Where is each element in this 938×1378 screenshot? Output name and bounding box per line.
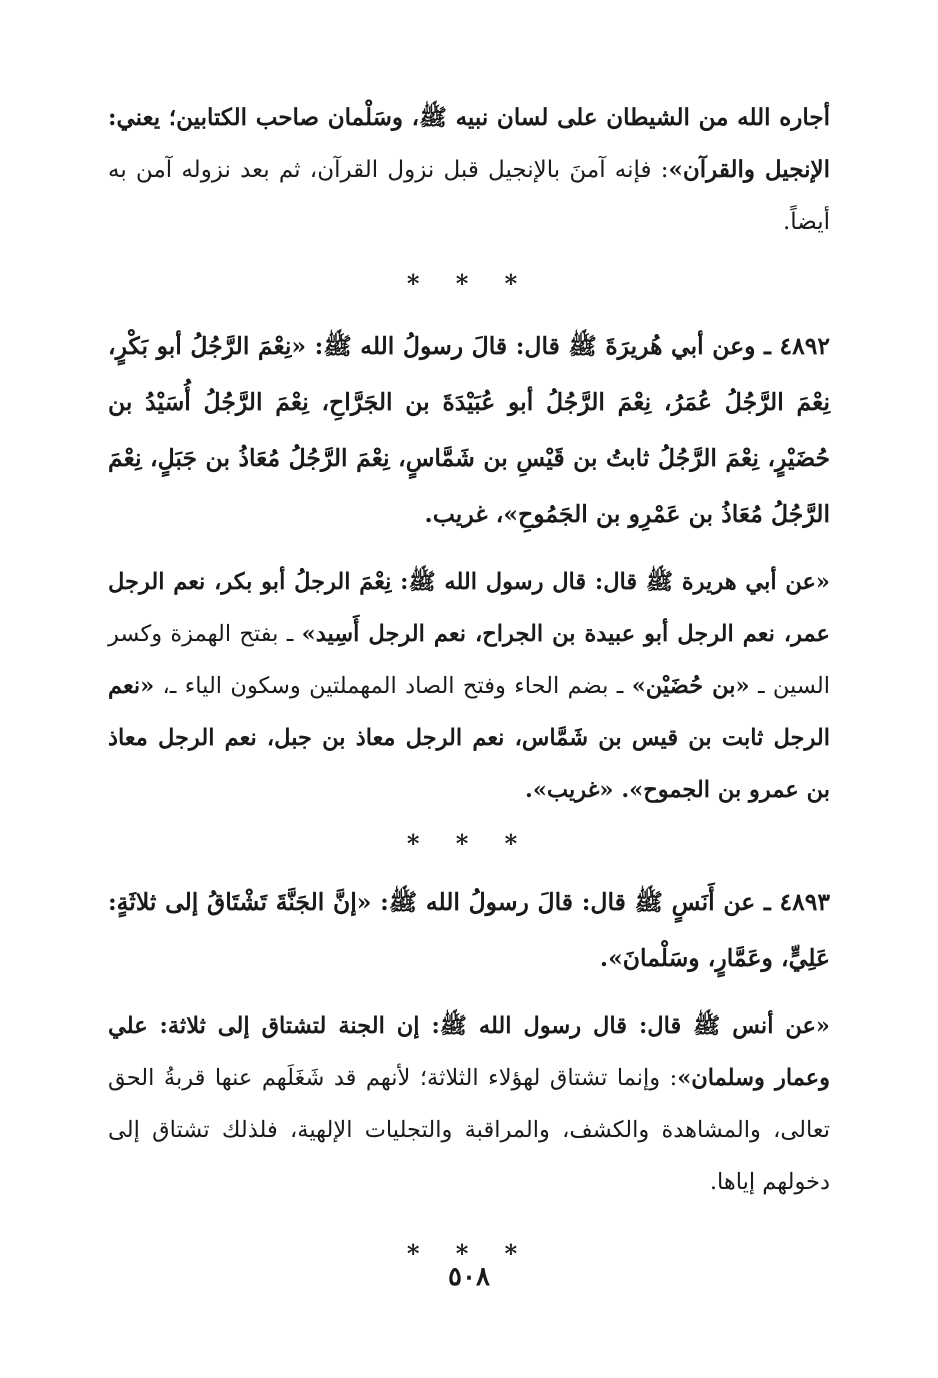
top-paragraph-explanation: : فإنه آمنَ بالإنجيل قبل نزول القرآن، ثم بعد نزوله آمن به أيضاً. <box>108 157 830 235</box>
commentary-4892-quote-2: «بن حُضَيْن» <box>631 673 750 699</box>
top-paragraph-quote: أجاره الله من الشيطان على لسان نبيه ﷺ، وسَلْمان صاحب الكتابين؛ يعني: الإنجيل والقرآن» <box>108 104 830 183</box>
commentary-4892-note-1: ـ بفتح الهمزة وكسر السين ـ <box>108 621 831 699</box>
top-paragraph <box>108 92 830 248</box>
commentary-4892-quote-3: «نعم الرجل ثابت بن قيس بن شَمَّاس، نعم الرجل معاذ بن جبل، نعم الرجل معاذ بن عمرو بن الجموح». «غريب». <box>108 673 830 803</box>
commentary-4892 <box>108 556 830 816</box>
paragraph-gap <box>108 542 830 556</box>
commentary-4893-quote: «عن أنس ﷺ قال: قال رسول الله ﷺ: إن الجنة لتشتاق إلى ثلاثة: علي وعمار وسلمان» <box>108 1013 831 1091</box>
section-separator: * * * <box>406 1239 532 1268</box>
paragraph-gap <box>108 986 830 1000</box>
commentary-4893-explanation: : وإنما تشتاق لهؤلاء الثلاثة؛ لأنهم قد شَغَلَهم عنها قربةُ الحق تعالى، والمشاهدة والكشف، والمراقبة والتجليات الإلهية، فلذلك تشتاق إلى دخولهم إياها. <box>108 1065 830 1195</box>
page-body <box>108 92 830 1274</box>
hadith-4892: ٤٨٩٢ ـ وعن أبي هُريرَةَ ﷺ قال: قالَ رسولُ الله ﷺ: «نِعْمَ الرَّجُلُ أبو بَكْرٍ، نِعْمَ الرَّجُلُ عُمَرُ، نِعْمَ الرَّجُلُ أبو عُبَيْدَةَ بن الجَرَّاحِ، نِعْمَ الرَّجُلُ أُسَيْدُ بن حُضَيْرٍ، نِعْمَ الرَّجُلُ ثابتُ بن قَيْسِ بن شَمَّاسٍ، نِعْمَ الرَّجُلُ مُعَاذُ بن جَبَلٍ، نِعْمَ الرَّجُلُ مُعَاذُ بن عَمْرِو بن الجَمُوحِ»، غريب. <box>108 332 830 528</box>
page-number: ٥٠٨ <box>448 1262 490 1292</box>
commentary-4893 <box>108 1000 830 1208</box>
commentary-4892-quote-1: «عن أبي هريرة ﷺ قال: قال رسول الله ﷺ: نِعْمَ الرجلُ أبو بكر، نعم الرجل عمر، نعم الرجل أبو عبيدة بن الجراح، نعم الرجل أَسِيد» <box>108 569 830 647</box>
commentary-4892-note-2: ـ بضم الحاء وفتح الصاد المهملتين وسكون الياء ـ، <box>154 673 632 699</box>
hadith-4893: ٤٨٩٣ ـ عن أَنَسٍ ﷺ قال: قالَ رسولُ الله ﷺ: «إنَّ الجَنَّةَ تَشْتَاقُ إلى ثلاثَةٍ: عَلِيٍّ، وعَمَّارٍ، وسَلْمانَ». <box>108 888 830 972</box>
section-separator: * * * <box>406 269 532 298</box>
section-separator: * * * <box>406 829 532 858</box>
